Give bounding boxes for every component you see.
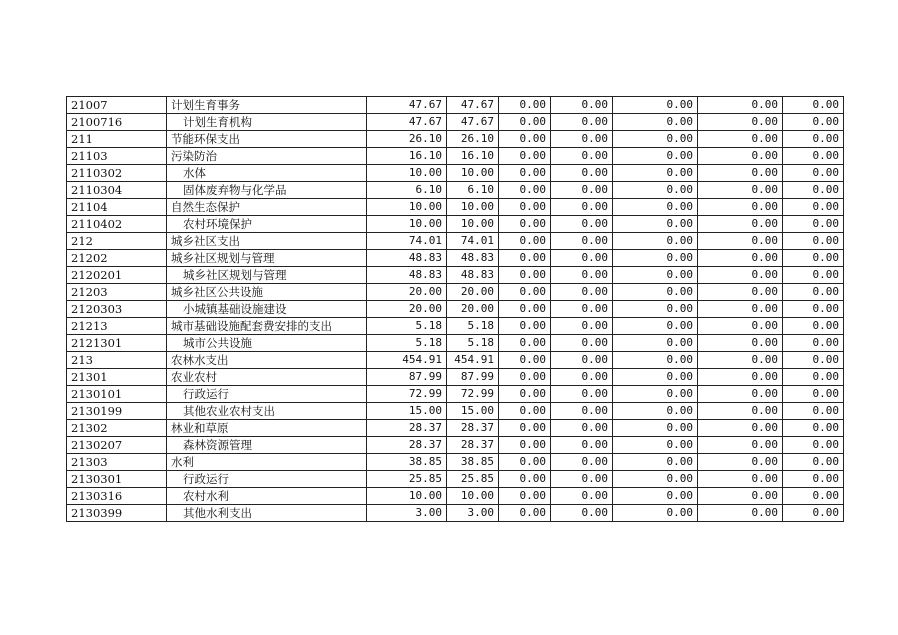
amount-col6-cell: 0.00	[698, 369, 783, 386]
amount-col2-cell: 25.85	[447, 471, 499, 488]
amount-col7-cell: 0.00	[783, 301, 844, 318]
amount-col6-cell: 0.00	[698, 352, 783, 369]
amount-col7-cell: 0.00	[783, 454, 844, 471]
amount-col2-cell: 87.99	[447, 369, 499, 386]
amount-col2-cell: 47.67	[447, 97, 499, 114]
amount-col6-cell: 0.00	[698, 165, 783, 182]
amount-col2-cell: 26.10	[447, 131, 499, 148]
amount-col3-cell: 0.00	[499, 335, 551, 352]
table-row	[67, 335, 844, 352]
subject-name-cell: 农村环境保护	[167, 216, 367, 233]
amount-total-cell: 3.00	[367, 505, 447, 522]
subject-name-cell: 农村水利	[167, 488, 367, 505]
amount-total-cell: 10.00	[367, 216, 447, 233]
subject-name-cell: 农业农村	[167, 369, 367, 386]
subject-name-cell: 污染防治	[167, 148, 367, 165]
amount-total-cell: 48.83	[367, 250, 447, 267]
table-row	[67, 233, 844, 250]
amount-col7-cell: 0.00	[783, 131, 844, 148]
amount-col5-cell: 0.00	[613, 131, 698, 148]
amount-col7-cell: 0.00	[783, 335, 844, 352]
amount-col3-cell: 0.00	[499, 471, 551, 488]
amount-col2-cell: 454.91	[447, 352, 499, 369]
amount-col6-cell: 0.00	[698, 437, 783, 454]
amount-total-cell: 5.18	[367, 318, 447, 335]
amount-col2-cell: 10.00	[447, 199, 499, 216]
amount-col3-cell: 0.00	[499, 420, 551, 437]
amount-col7-cell: 0.00	[783, 318, 844, 335]
amount-col2-cell: 16.10	[447, 148, 499, 165]
amount-total-cell: 10.00	[367, 199, 447, 216]
amount-col3-cell: 0.00	[499, 267, 551, 284]
amount-col3-cell: 0.00	[499, 284, 551, 301]
amount-col6-cell: 0.00	[698, 454, 783, 471]
amount-col7-cell: 0.00	[783, 182, 844, 199]
amount-col3-cell: 0.00	[499, 488, 551, 505]
amount-col2-cell: 10.00	[447, 216, 499, 233]
amount-col4-cell: 0.00	[551, 505, 613, 522]
subject-code-cell: 212	[67, 233, 167, 250]
amount-col3-cell: 0.00	[499, 454, 551, 471]
amount-total-cell: 74.01	[367, 233, 447, 250]
table-row	[67, 250, 844, 267]
subject-name-cell: 城乡社区规划与管理	[167, 267, 367, 284]
amount-total-cell: 20.00	[367, 301, 447, 318]
table-row	[67, 148, 844, 165]
subject-code-cell: 211	[67, 131, 167, 148]
amount-col4-cell: 0.00	[551, 352, 613, 369]
amount-total-cell: 72.99	[367, 386, 447, 403]
amount-col7-cell: 0.00	[783, 148, 844, 165]
amount-col2-cell: 74.01	[447, 233, 499, 250]
amount-col4-cell: 0.00	[551, 182, 613, 199]
amount-col2-cell: 48.83	[447, 250, 499, 267]
subject-code-cell: 2121301	[67, 335, 167, 352]
amount-col6-cell: 0.00	[698, 403, 783, 420]
amount-total-cell: 16.10	[367, 148, 447, 165]
amount-total-cell: 47.67	[367, 97, 447, 114]
table-row	[67, 284, 844, 301]
amount-total-cell: 25.85	[367, 471, 447, 488]
subject-code-cell: 21103	[67, 148, 167, 165]
amount-col5-cell: 0.00	[613, 114, 698, 131]
subject-code-cell: 2110402	[67, 216, 167, 233]
subject-code-cell: 2100716	[67, 114, 167, 131]
amount-col4-cell: 0.00	[551, 437, 613, 454]
amount-col3-cell: 0.00	[499, 114, 551, 131]
amount-col7-cell: 0.00	[783, 386, 844, 403]
subject-name-cell: 其他水利支出	[167, 505, 367, 522]
amount-col7-cell: 0.00	[783, 199, 844, 216]
table-row	[67, 114, 844, 131]
subject-code-cell: 2120201	[67, 267, 167, 284]
subject-code-cell: 2120303	[67, 301, 167, 318]
amount-total-cell: 15.00	[367, 403, 447, 420]
amount-col6-cell: 0.00	[698, 284, 783, 301]
subject-code-cell: 21303	[67, 454, 167, 471]
amount-col2-cell: 5.18	[447, 335, 499, 352]
subject-name-cell: 农林水支出	[167, 352, 367, 369]
amount-col5-cell: 0.00	[613, 233, 698, 250]
subject-name-cell: 城市公共设施	[167, 335, 367, 352]
amount-col2-cell: 10.00	[447, 165, 499, 182]
amount-col4-cell: 0.00	[551, 131, 613, 148]
amount-col6-cell: 0.00	[698, 182, 783, 199]
table-row	[67, 437, 844, 454]
subject-code-cell: 2130207	[67, 437, 167, 454]
amount-col4-cell: 0.00	[551, 386, 613, 403]
subject-name-cell: 城乡社区支出	[167, 233, 367, 250]
amount-col4-cell: 0.00	[551, 369, 613, 386]
amount-col2-cell: 20.00	[447, 301, 499, 318]
amount-col3-cell: 0.00	[499, 148, 551, 165]
amount-col5-cell: 0.00	[613, 352, 698, 369]
amount-col2-cell: 20.00	[447, 284, 499, 301]
amount-col2-cell: 15.00	[447, 403, 499, 420]
table-row	[67, 352, 844, 369]
amount-total-cell: 38.85	[367, 454, 447, 471]
subject-code-cell: 2130101	[67, 386, 167, 403]
amount-col4-cell: 0.00	[551, 335, 613, 352]
amount-col3-cell: 0.00	[499, 165, 551, 182]
amount-col6-cell: 0.00	[698, 97, 783, 114]
subject-name-cell: 水利	[167, 454, 367, 471]
table-row	[67, 420, 844, 437]
amount-col5-cell: 0.00	[613, 420, 698, 437]
amount-col2-cell: 72.99	[447, 386, 499, 403]
amount-col5-cell: 0.00	[613, 301, 698, 318]
amount-col6-cell: 0.00	[698, 216, 783, 233]
subject-name-cell: 计划生育机构	[167, 114, 367, 131]
amount-col5-cell: 0.00	[613, 216, 698, 233]
subject-code-cell: 2130399	[67, 505, 167, 522]
subject-name-cell: 固体废弃物与化学品	[167, 182, 367, 199]
subject-name-cell: 行政运行	[167, 386, 367, 403]
amount-col2-cell: 28.37	[447, 437, 499, 454]
amount-col7-cell: 0.00	[783, 437, 844, 454]
amount-col7-cell: 0.00	[783, 114, 844, 131]
amount-col5-cell: 0.00	[613, 454, 698, 471]
amount-col2-cell: 47.67	[447, 114, 499, 131]
amount-col3-cell: 0.00	[499, 216, 551, 233]
amount-col7-cell: 0.00	[783, 267, 844, 284]
subject-code-cell: 21302	[67, 420, 167, 437]
amount-col4-cell: 0.00	[551, 488, 613, 505]
subject-code-cell: 2130301	[67, 471, 167, 488]
amount-col7-cell: 0.00	[783, 233, 844, 250]
amount-total-cell: 20.00	[367, 284, 447, 301]
table-row	[67, 386, 844, 403]
subject-code-cell: 21203	[67, 284, 167, 301]
table-row	[67, 267, 844, 284]
subject-name-cell: 节能环保支出	[167, 131, 367, 148]
table-body	[67, 97, 844, 522]
subject-name-cell: 城乡社区规划与管理	[167, 250, 367, 267]
subject-code-cell: 213	[67, 352, 167, 369]
amount-col5-cell: 0.00	[613, 386, 698, 403]
amount-col3-cell: 0.00	[499, 352, 551, 369]
amount-col6-cell: 0.00	[698, 131, 783, 148]
amount-col3-cell: 0.00	[499, 386, 551, 403]
subject-name-cell: 城市基础设施配套费安排的支出	[167, 318, 367, 335]
amount-col4-cell: 0.00	[551, 454, 613, 471]
amount-col6-cell: 0.00	[698, 420, 783, 437]
amount-col2-cell: 38.85	[447, 454, 499, 471]
table-row	[67, 199, 844, 216]
subject-code-cell: 2110304	[67, 182, 167, 199]
amount-total-cell: 47.67	[367, 114, 447, 131]
amount-col6-cell: 0.00	[698, 335, 783, 352]
amount-col2-cell: 3.00	[447, 505, 499, 522]
table-row	[67, 165, 844, 182]
amount-col5-cell: 0.00	[613, 505, 698, 522]
amount-col5-cell: 0.00	[613, 284, 698, 301]
amount-col3-cell: 0.00	[499, 403, 551, 420]
amount-col6-cell: 0.00	[698, 250, 783, 267]
amount-col3-cell: 0.00	[499, 131, 551, 148]
amount-col5-cell: 0.00	[613, 148, 698, 165]
amount-col5-cell: 0.00	[613, 335, 698, 352]
amount-total-cell: 5.18	[367, 335, 447, 352]
amount-col5-cell: 0.00	[613, 403, 698, 420]
amount-col4-cell: 0.00	[551, 318, 613, 335]
amount-col7-cell: 0.00	[783, 471, 844, 488]
amount-col4-cell: 0.00	[551, 216, 613, 233]
amount-col2-cell: 10.00	[447, 488, 499, 505]
subject-name-cell: 城乡社区公共设施	[167, 284, 367, 301]
amount-col6-cell: 0.00	[698, 114, 783, 131]
amount-col3-cell: 0.00	[499, 199, 551, 216]
subject-name-cell: 行政运行	[167, 471, 367, 488]
amount-col4-cell: 0.00	[551, 250, 613, 267]
amount-total-cell: 454.91	[367, 352, 447, 369]
table-row	[67, 403, 844, 420]
subject-name-cell: 水体	[167, 165, 367, 182]
amount-col2-cell: 48.83	[447, 267, 499, 284]
table-row	[67, 369, 844, 386]
amount-col7-cell: 0.00	[783, 420, 844, 437]
subject-name-cell: 自然生态保护	[167, 199, 367, 216]
subject-code-cell: 21213	[67, 318, 167, 335]
subject-code-cell: 21007	[67, 97, 167, 114]
amount-col4-cell: 0.00	[551, 284, 613, 301]
subject-name-cell: 森林资源管理	[167, 437, 367, 454]
amount-col5-cell: 0.00	[613, 318, 698, 335]
amount-total-cell: 48.83	[367, 267, 447, 284]
amount-col7-cell: 0.00	[783, 97, 844, 114]
amount-col6-cell: 0.00	[698, 199, 783, 216]
amount-col4-cell: 0.00	[551, 148, 613, 165]
amount-col2-cell: 6.10	[447, 182, 499, 199]
amount-col7-cell: 0.00	[783, 505, 844, 522]
subject-name-cell: 计划生育事务	[167, 97, 367, 114]
table-row	[67, 97, 844, 114]
amount-col6-cell: 0.00	[698, 386, 783, 403]
subject-name-cell: 小城镇基础设施建设	[167, 301, 367, 318]
amount-col6-cell: 0.00	[698, 488, 783, 505]
amount-col5-cell: 0.00	[613, 199, 698, 216]
subject-code-cell: 21104	[67, 199, 167, 216]
amount-total-cell: 87.99	[367, 369, 447, 386]
amount-col3-cell: 0.00	[499, 301, 551, 318]
amount-col3-cell: 0.00	[499, 437, 551, 454]
table-row	[67, 318, 844, 335]
amount-col5-cell: 0.00	[613, 437, 698, 454]
subject-code-cell: 2130199	[67, 403, 167, 420]
amount-col3-cell: 0.00	[499, 250, 551, 267]
amount-col4-cell: 0.00	[551, 114, 613, 131]
table-row	[67, 301, 844, 318]
amount-col3-cell: 0.00	[499, 369, 551, 386]
table-row	[67, 182, 844, 199]
amount-col7-cell: 0.00	[783, 369, 844, 386]
amount-col5-cell: 0.00	[613, 182, 698, 199]
amount-total-cell: 28.37	[367, 420, 447, 437]
subject-code-cell: 2130316	[67, 488, 167, 505]
amount-col4-cell: 0.00	[551, 233, 613, 250]
amount-col7-cell: 0.00	[783, 352, 844, 369]
amount-col6-cell: 0.00	[698, 318, 783, 335]
subject-name-cell: 其他农业农村支出	[167, 403, 367, 420]
amount-col7-cell: 0.00	[783, 216, 844, 233]
amount-col7-cell: 0.00	[783, 250, 844, 267]
amount-col4-cell: 0.00	[551, 403, 613, 420]
subject-code-cell: 2110302	[67, 165, 167, 182]
amount-col4-cell: 0.00	[551, 420, 613, 437]
amount-col6-cell: 0.00	[698, 233, 783, 250]
amount-col3-cell: 0.00	[499, 97, 551, 114]
amount-col5-cell: 0.00	[613, 97, 698, 114]
amount-col4-cell: 0.00	[551, 199, 613, 216]
amount-col4-cell: 0.00	[551, 471, 613, 488]
subject-code-cell: 21202	[67, 250, 167, 267]
amount-col5-cell: 0.00	[613, 165, 698, 182]
amount-col5-cell: 0.00	[613, 488, 698, 505]
table-row	[67, 505, 844, 522]
amount-total-cell: 10.00	[367, 488, 447, 505]
amount-col2-cell: 28.37	[447, 420, 499, 437]
amount-col5-cell: 0.00	[613, 267, 698, 284]
amount-col5-cell: 0.00	[613, 250, 698, 267]
amount-total-cell: 26.10	[367, 131, 447, 148]
amount-col6-cell: 0.00	[698, 471, 783, 488]
subject-name-cell: 林业和草原	[167, 420, 367, 437]
amount-col3-cell: 0.00	[499, 233, 551, 250]
table-row	[67, 471, 844, 488]
amount-total-cell: 6.10	[367, 182, 447, 199]
table-row	[67, 454, 844, 471]
amount-col7-cell: 0.00	[783, 165, 844, 182]
subject-code-cell: 21301	[67, 369, 167, 386]
amount-col6-cell: 0.00	[698, 267, 783, 284]
amount-col2-cell: 5.18	[447, 318, 499, 335]
amount-col7-cell: 0.00	[783, 284, 844, 301]
table-row	[67, 131, 844, 148]
amount-total-cell: 28.37	[367, 437, 447, 454]
amount-col7-cell: 0.00	[783, 403, 844, 420]
amount-col4-cell: 0.00	[551, 97, 613, 114]
amount-total-cell: 10.00	[367, 165, 447, 182]
budget-table	[66, 96, 844, 522]
table-row	[67, 216, 844, 233]
amount-col3-cell: 0.00	[499, 505, 551, 522]
amount-col5-cell: 0.00	[613, 471, 698, 488]
amount-col4-cell: 0.00	[551, 301, 613, 318]
amount-col4-cell: 0.00	[551, 165, 613, 182]
amount-col6-cell: 0.00	[698, 301, 783, 318]
amount-col3-cell: 0.00	[499, 318, 551, 335]
amount-col6-cell: 0.00	[698, 148, 783, 165]
amount-col6-cell: 0.00	[698, 505, 783, 522]
table-row	[67, 488, 844, 505]
amount-col3-cell: 0.00	[499, 182, 551, 199]
amount-col4-cell: 0.00	[551, 267, 613, 284]
amount-col7-cell: 0.00	[783, 488, 844, 505]
amount-col5-cell: 0.00	[613, 369, 698, 386]
